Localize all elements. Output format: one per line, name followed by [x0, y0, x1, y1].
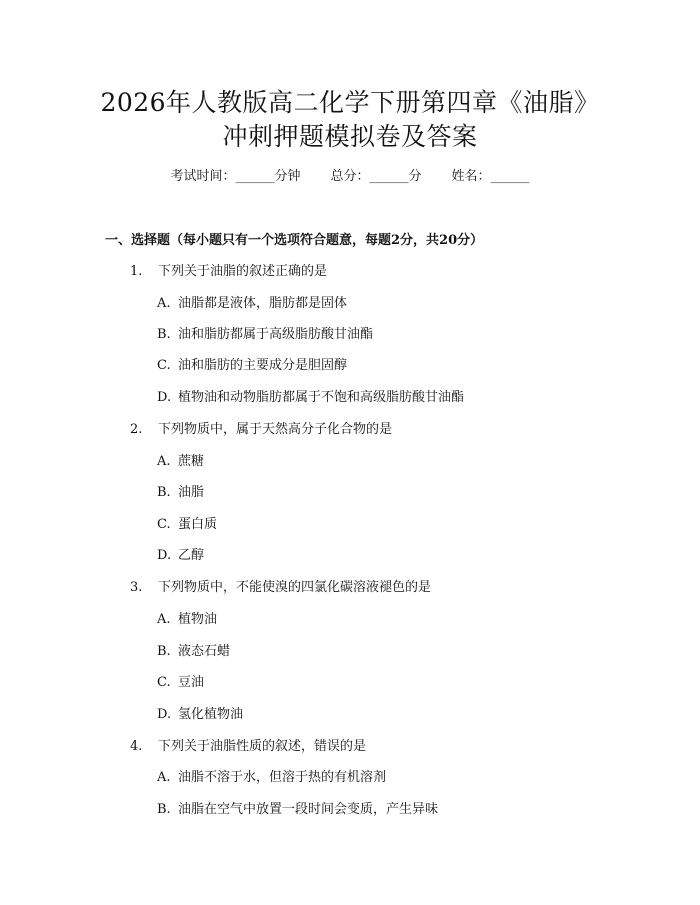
option-2a [157, 452, 204, 472]
option-text: 油脂在空气中放置一段时间会变质，产生异味 [178, 802, 439, 817]
option-3a [157, 610, 217, 630]
option-text: 液态石蜡 [178, 644, 231, 659]
option-letter: B. [157, 644, 171, 659]
total-score-field: 总分：______分 [330, 169, 422, 184]
question-number: 1. [130, 264, 143, 279]
option-3c [157, 673, 204, 693]
option-text: 氢化植物油 [178, 707, 244, 722]
option-text: 乙醇 [178, 548, 205, 563]
question-2 [130, 420, 392, 440]
option-2b [157, 483, 204, 503]
option-1d [157, 388, 464, 408]
option-2c [157, 515, 217, 535]
option-text: 油脂不溶于水，但溶于热的有机溶剂 [178, 770, 387, 785]
option-letter: D. [157, 707, 172, 722]
option-letter: D. [157, 548, 172, 563]
option-text: 油和脂肪的主要成分是胆固醇 [178, 358, 348, 373]
option-4a [157, 768, 386, 788]
option-letter: B. [157, 327, 171, 342]
question-text: 下列物质中，不能使溴的四氯化碳溶液褪色的是 [158, 580, 432, 595]
name-field: 姓名：______ [451, 169, 530, 184]
option-letter: C. [157, 358, 171, 373]
option-text: 植物油 [178, 612, 218, 627]
option-4b [157, 800, 438, 820]
question-4 [130, 737, 366, 757]
option-letter: B. [157, 802, 171, 817]
question-number: 3. [130, 580, 143, 595]
option-letter: C. [157, 517, 171, 532]
option-text: 油和脂肪都属于高级脂肪酸甘油酯 [178, 327, 374, 342]
question-number: 2. [130, 422, 143, 437]
option-text: 豆油 [178, 675, 205, 690]
question-3 [130, 578, 431, 598]
option-text: 蔗糖 [178, 454, 205, 469]
option-2d [157, 546, 204, 566]
option-letter: A. [157, 612, 171, 627]
exam-meta [0, 167, 700, 187]
question-number: 4. [130, 739, 143, 754]
option-text: 蛋白质 [178, 517, 218, 532]
title-line-1: 2026年人教版高二化学下册第四章《油脂》 [100, 88, 600, 117]
question-text: 下列物质中，属于天然高分子化合物的是 [158, 422, 393, 437]
option-text: 油脂都是液体，脂肪都是固体 [178, 296, 348, 311]
option-letter: A. [157, 454, 171, 469]
option-letter: A. [157, 296, 171, 311]
option-text: 植物油和动物脂肪都属于不饱和高级脂肪酸甘油酯 [178, 390, 465, 405]
option-3d [157, 705, 243, 725]
option-letter: D. [157, 390, 172, 405]
title-line-2: 冲刺押题模拟卷及答案 [222, 122, 478, 151]
option-1c [157, 356, 347, 376]
option-letter: B. [157, 485, 171, 500]
question-text: 下列关于油脂性质的叙述，错误的是 [158, 739, 367, 754]
option-1b [157, 325, 373, 345]
option-1a [157, 294, 347, 314]
option-text: 油脂 [178, 485, 205, 500]
option-letter: C. [157, 675, 171, 690]
section-heading: 一、选择题（每小题只有一个选项符合题意，每题2分，共20分） [105, 233, 484, 248]
option-letter: A. [157, 770, 171, 785]
question-text: 下列关于油脂的叙述正确的是 [158, 264, 328, 279]
exam-time-field: 考试时间：______分钟 [170, 169, 301, 184]
option-3b [157, 642, 230, 662]
question-1 [130, 262, 327, 282]
